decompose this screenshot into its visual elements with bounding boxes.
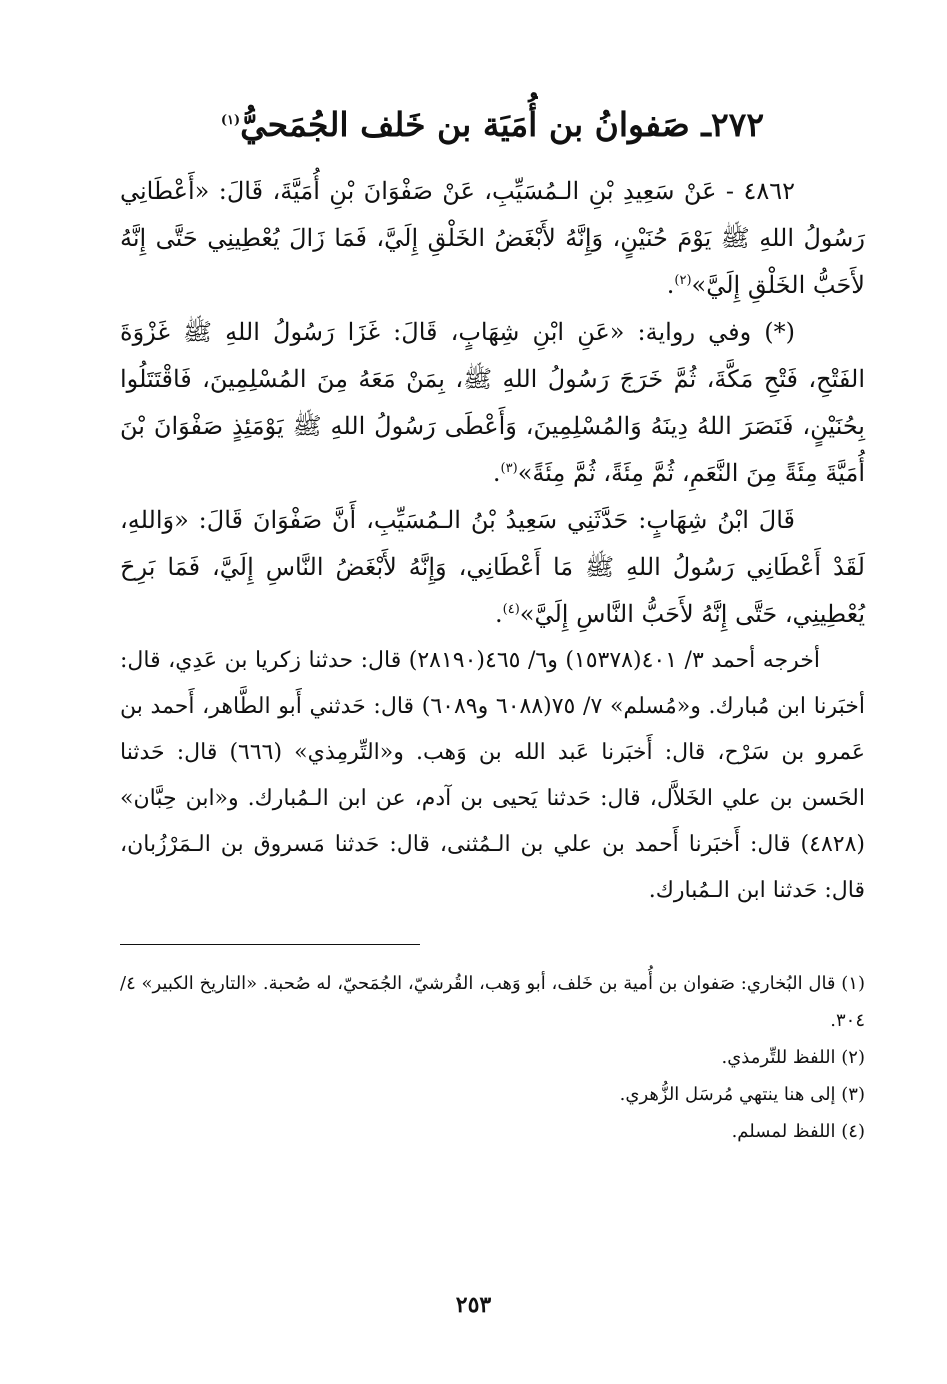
sources-paragraph: أخرجه أحمد ٣/ ٤٠١(١٥٣٧٨) و٦/ ٤٦٥(٢٨١٩٠) قال: حدثنا زكريا بن عَدِي، قال: أخبَرنا ابن مُبارك. و«مُسلم» ٧/ ٧٥(٦٠٨٨ و٦٠٨٩) قال: حَدثني أَبو الطَّاهر، أَحمد بن عَمرو بن سَرْح، قال: أَخبَرنا عَبد الله بن وَهب. و«التِّرمِذي» (٦٦٦) قال: حَدثنا الحَسن بن علي الخَلاَّل، قال: حَدثنا يَحيى بن آدم، عن ابن الـمُبارك. و«ابن حِبَّان» (٤٨٢٨) قال: أَخبَرنا أَحمد بن علي بن الـمُثنى، قال: حَدثنا مَسروق بن الـمَرْزُبان، قال: حَدثنا ابن الـمُبارك. <box>120 648 866 903</box>
sentence-end: . <box>492 459 501 487</box>
narration-paragraph <box>120 497 865 638</box>
footnote-2: (٢) اللفظ للتِّرمذي. <box>721 1047 865 1068</box>
footnote-3: (٣) إلى هنا ينتهي مُرسَل الزُّهري. <box>619 1084 865 1105</box>
sentence-end: . <box>666 271 675 299</box>
page-number: ٢٥٣ <box>455 1292 492 1318</box>
footnote-separator <box>120 944 420 945</box>
narration-text: (*) وفي رواية: «عَنِ ابْنِ شِهَابٍ، قَالَ: غَزَا رَسُولُ اللهِ ﷺ غَزْوَةَ الفَتْحِ، فَتْحِ مَكَّةَ، ثُمَّ خَرَجَ رَسُولُ اللهِ ﷺ، بِمَنْ مَعَهُ مِنَ المُسْلِمِينَ، فَاقْتَتَلُوا بِحُنَيْنٍ، فَنَصَرَ اللهُ دِينَهُ وَالمُسْلِمِينَ، وَأَعْطَى رَسُولُ اللهِ ﷺ يَوْمَئِذٍ صَفْوَانَ بْنَ أُمَيَّةَ مِئَةً مِنَ النَّعَمِ، ثُمَّ مِئَةً، ثُمَّ مِئَةً» <box>120 318 865 487</box>
footnote-1: (١) قال البُخاري: صَفوان بن أُمية بن خَلف، أبو وَهب، القُرشيّ، الجُمَحيّ، له صُحبة. «التاريخ الكبير» ٤/ ٣٠٤. <box>120 973 865 1031</box>
narration-paragraph <box>120 309 865 497</box>
footnote-ref: (٤) <box>502 602 520 617</box>
footnote-ref: (٢) <box>674 273 692 288</box>
narration-text: قَالَ ابْنُ شِهَابٍ: حَدَّثَنِي سَعِيدُ بْنُ الـمُسَيِّبِ، أَنَّ صَفْوَانَ قَالَ: «وَاللهِ، لَقَدْ أَعْطَانِي رَسُولُ اللهِ ﷺ مَا أَعْطَانِي، وَإِنَّهُ لأَبْغَضُ النَّاسِ إِلَيَّ، فَمَا بَرِحَ يُعْطِينِي، حَتَّى إِنَّهُ لأَحَبُّ النَّاسِ إِلَيَّ» <box>120 506 865 628</box>
chapter-footnote-ref: (١) <box>220 113 241 128</box>
footnotes <box>120 965 865 1150</box>
hadith-paragraph <box>120 168 865 309</box>
hadith-text: ٤٨٦٢ - عَنْ سَعِيدِ بْنِ الـمُسَيِّبِ، عَنْ صَفْوَانَ بْنِ أُمَيَّةَ، قَالَ: «أَعْطَانِي رَسُولُ اللهِ ﷺ يَوْمَ حُنَيْنٍ، وَإِنَّهُ لأَبْغَضُ الخَلْقِ إِلَيَّ، فَمَا زَالَ يُعْطِينِي حَتَّى إِنَّهُ لأَحَبُّ الخَلْقِ إِلَيَّ» <box>120 177 866 299</box>
chapter-title <box>120 100 865 150</box>
footnote-ref: (٣) <box>500 461 518 476</box>
chapter-title-text: ٢٧٢ـ صَفوانُ بن أُمَيَة بن خَلف الجُمَحيُّ <box>240 105 765 144</box>
footnote-4: (٤) اللفظ لمسلم. <box>731 1121 865 1142</box>
book-page <box>120 100 865 1150</box>
sentence-end: . <box>495 600 503 628</box>
